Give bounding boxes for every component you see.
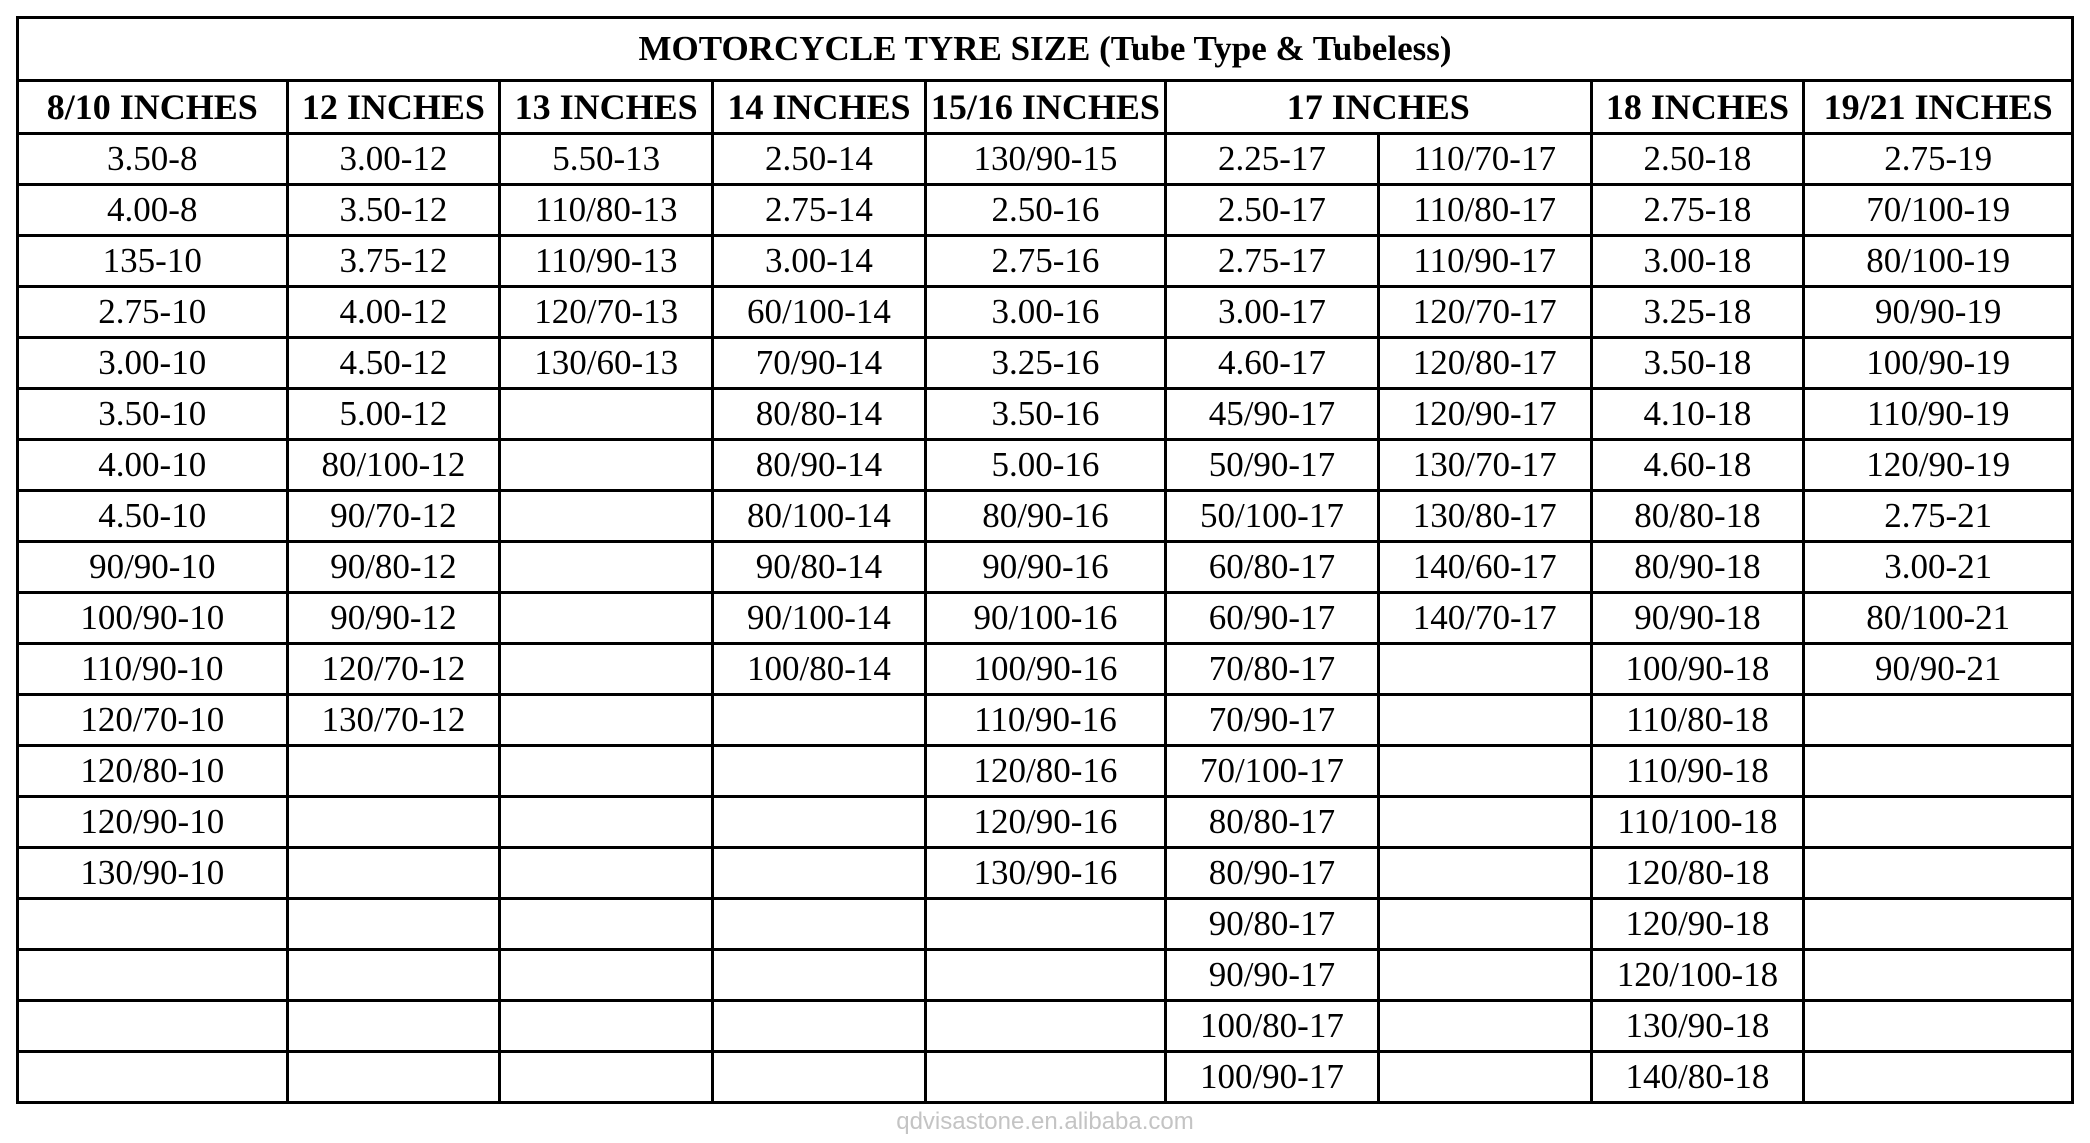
size-cell: 3.00-16 [925, 287, 1165, 338]
size-cell: 120/90-18 [1591, 899, 1804, 950]
size-cell: 120/80-17 [1378, 338, 1591, 389]
size-cell: 100/80-17 [1166, 1001, 1379, 1052]
size-cell: 120/90-17 [1378, 389, 1591, 440]
column-header: 14 INCHES [713, 81, 926, 134]
size-cell: 80/100-12 [287, 440, 500, 491]
table-row [18, 236, 2073, 287]
table-row [18, 338, 2073, 389]
size-cell [287, 1001, 500, 1052]
table-body [18, 134, 2073, 1103]
size-cell [925, 950, 1165, 1001]
table-row [18, 695, 2073, 746]
size-cell: 130/80-17 [1378, 491, 1591, 542]
size-cell: 80/90-14 [713, 440, 926, 491]
table-row [18, 185, 2073, 236]
table-row [18, 746, 2073, 797]
size-cell: 4.50-10 [18, 491, 288, 542]
size-cell [1378, 644, 1591, 695]
size-cell: 80/80-14 [713, 389, 926, 440]
size-cell: 80/90-17 [1166, 848, 1379, 899]
size-cell: 4.50-12 [287, 338, 500, 389]
size-cell [925, 899, 1165, 950]
size-cell: 4.00-10 [18, 440, 288, 491]
size-cell: 130/60-13 [500, 338, 713, 389]
size-cell: 70/100-17 [1166, 746, 1379, 797]
size-cell [713, 848, 926, 899]
header-row [18, 81, 2073, 134]
size-cell: 3.50-10 [18, 389, 288, 440]
size-cell: 5.00-12 [287, 389, 500, 440]
size-cell: 4.00-12 [287, 287, 500, 338]
column-header: 15/16 INCHES [925, 81, 1165, 134]
size-cell: 2.75-14 [713, 185, 926, 236]
size-cell [1378, 695, 1591, 746]
table-title: MOTORCYCLE TYRE SIZE (Tube Type & Tubeless) [18, 18, 2073, 81]
size-cell [18, 950, 288, 1001]
size-cell: 3.00-12 [287, 134, 500, 185]
size-cell: 110/90-10 [18, 644, 288, 695]
column-header: 19/21 INCHES [1804, 81, 2073, 134]
size-cell [500, 746, 713, 797]
size-cell: 120/90-16 [925, 797, 1165, 848]
size-cell: 70/80-17 [1166, 644, 1379, 695]
size-cell [500, 491, 713, 542]
size-cell [1804, 797, 2073, 848]
size-cell: 140/80-18 [1591, 1052, 1804, 1103]
size-cell: 80/80-18 [1591, 491, 1804, 542]
size-cell [18, 1052, 288, 1103]
size-cell: 3.25-18 [1591, 287, 1804, 338]
table-row [18, 542, 2073, 593]
size-cell [1378, 1052, 1591, 1103]
size-cell [1804, 1052, 2073, 1103]
table-row [18, 848, 2073, 899]
size-cell: 4.60-17 [1166, 338, 1379, 389]
size-cell: 90/100-16 [925, 593, 1165, 644]
size-cell [287, 950, 500, 1001]
size-cell: 100/90-19 [1804, 338, 2073, 389]
size-cell [713, 746, 926, 797]
size-cell: 140/70-17 [1378, 593, 1591, 644]
size-cell [287, 797, 500, 848]
size-cell: 2.75-21 [1804, 491, 2073, 542]
size-cell: 130/90-10 [18, 848, 288, 899]
size-cell: 60/100-14 [713, 287, 926, 338]
size-cell [1378, 746, 1591, 797]
size-cell: 2.50-17 [1166, 185, 1379, 236]
size-cell [925, 1001, 1165, 1052]
size-cell: 130/70-12 [287, 695, 500, 746]
size-cell [1378, 797, 1591, 848]
size-cell: 110/90-16 [925, 695, 1165, 746]
size-cell: 3.00-21 [1804, 542, 2073, 593]
size-cell [713, 797, 926, 848]
size-cell: 120/90-10 [18, 797, 288, 848]
size-cell [500, 899, 713, 950]
size-cell: 2.25-17 [1166, 134, 1379, 185]
size-cell [1378, 848, 1591, 899]
size-cell [925, 1052, 1165, 1103]
size-cell [287, 899, 500, 950]
size-cell: 3.00-14 [713, 236, 926, 287]
size-cell: 100/90-10 [18, 593, 288, 644]
size-cell: 90/80-12 [287, 542, 500, 593]
size-cell [1804, 1001, 2073, 1052]
size-cell [713, 695, 926, 746]
table-row [18, 797, 2073, 848]
table-row [18, 1052, 2073, 1103]
size-cell: 100/90-18 [1591, 644, 1804, 695]
size-cell: 5.00-16 [925, 440, 1165, 491]
size-cell: 90/90-10 [18, 542, 288, 593]
size-cell: 80/100-19 [1804, 236, 2073, 287]
size-cell: 120/100-18 [1591, 950, 1804, 1001]
size-cell: 130/90-18 [1591, 1001, 1804, 1052]
size-cell [500, 593, 713, 644]
size-cell: 80/80-17 [1166, 797, 1379, 848]
size-cell: 3.25-16 [925, 338, 1165, 389]
size-cell: 135-10 [18, 236, 288, 287]
size-cell [287, 1052, 500, 1103]
size-cell: 110/90-13 [500, 236, 713, 287]
column-header: 8/10 INCHES [18, 81, 288, 134]
size-cell: 50/90-17 [1166, 440, 1379, 491]
size-cell: 80/100-21 [1804, 593, 2073, 644]
size-cell [1378, 899, 1591, 950]
size-cell: 120/80-10 [18, 746, 288, 797]
size-cell: 2.50-18 [1591, 134, 1804, 185]
table-row [18, 1001, 2073, 1052]
size-cell: 90/80-14 [713, 542, 926, 593]
size-cell [1378, 1001, 1591, 1052]
watermark-text: qdvisastone.en.alibaba.com [896, 1108, 1194, 1135]
size-cell [1804, 899, 2073, 950]
size-cell: 110/90-19 [1804, 389, 2073, 440]
size-cell [1804, 746, 2073, 797]
size-cell: 2.50-14 [713, 134, 926, 185]
size-cell: 100/90-17 [1166, 1052, 1379, 1103]
size-cell: 120/70-12 [287, 644, 500, 695]
tyre-size-table [16, 16, 2074, 1104]
size-cell [287, 848, 500, 899]
size-cell: 120/70-17 [1378, 287, 1591, 338]
size-cell: 120/90-19 [1804, 440, 2073, 491]
size-cell: 2.75-19 [1804, 134, 2073, 185]
size-cell: 90/90-21 [1804, 644, 2073, 695]
size-cell: 70/90-14 [713, 338, 926, 389]
size-cell [713, 1052, 926, 1103]
size-cell [500, 1052, 713, 1103]
size-cell: 3.00-18 [1591, 236, 1804, 287]
size-cell: 130/70-17 [1378, 440, 1591, 491]
size-cell: 100/80-14 [713, 644, 926, 695]
size-cell [500, 1001, 713, 1052]
size-cell [500, 440, 713, 491]
size-cell: 3.00-17 [1166, 287, 1379, 338]
size-cell: 2.75-17 [1166, 236, 1379, 287]
size-cell [713, 950, 926, 1001]
size-cell: 120/80-16 [925, 746, 1165, 797]
size-cell: 90/90-12 [287, 593, 500, 644]
size-cell: 45/90-17 [1166, 389, 1379, 440]
size-cell: 120/80-18 [1591, 848, 1804, 899]
table-row [18, 491, 2073, 542]
size-cell [500, 695, 713, 746]
size-cell: 70/90-17 [1166, 695, 1379, 746]
size-cell: 100/90-16 [925, 644, 1165, 695]
size-cell [713, 1001, 926, 1052]
size-cell: 110/90-18 [1591, 746, 1804, 797]
size-cell: 80/90-16 [925, 491, 1165, 542]
column-header: 12 INCHES [287, 81, 500, 134]
table-row [18, 899, 2073, 950]
size-cell [713, 899, 926, 950]
size-cell [1378, 950, 1591, 1001]
size-cell: 90/70-12 [287, 491, 500, 542]
size-cell: 90/90-18 [1591, 593, 1804, 644]
size-cell [500, 644, 713, 695]
size-cell: 90/80-17 [1166, 899, 1379, 950]
size-cell: 90/90-16 [925, 542, 1165, 593]
size-cell [287, 746, 500, 797]
size-cell [500, 848, 713, 899]
size-cell [1804, 848, 2073, 899]
size-cell: 2.75-18 [1591, 185, 1804, 236]
size-cell: 110/70-17 [1378, 134, 1591, 185]
size-cell: 110/80-13 [500, 185, 713, 236]
table-row [18, 950, 2073, 1001]
size-cell: 110/100-18 [1591, 797, 1804, 848]
size-cell: 140/60-17 [1378, 542, 1591, 593]
size-cell: 80/100-14 [713, 491, 926, 542]
size-cell [500, 950, 713, 1001]
size-cell [500, 542, 713, 593]
size-cell [500, 797, 713, 848]
size-cell: 60/80-17 [1166, 542, 1379, 593]
title-row [18, 18, 2073, 81]
size-cell: 5.50-13 [500, 134, 713, 185]
size-cell [1804, 695, 2073, 746]
size-cell: 90/100-14 [713, 593, 926, 644]
size-cell: 60/90-17 [1166, 593, 1379, 644]
table-row [18, 287, 2073, 338]
size-cell: 4.00-8 [18, 185, 288, 236]
table-row [18, 440, 2073, 491]
size-cell: 110/80-17 [1378, 185, 1591, 236]
size-cell: 80/90-18 [1591, 542, 1804, 593]
column-header: 13 INCHES [500, 81, 713, 134]
column-header: 18 INCHES [1591, 81, 1804, 134]
size-cell [18, 1001, 288, 1052]
size-cell: 110/90-17 [1378, 236, 1591, 287]
size-cell: 130/90-15 [925, 134, 1165, 185]
size-cell: 70/100-19 [1804, 185, 2073, 236]
size-cell: 3.00-10 [18, 338, 288, 389]
size-cell: 2.75-16 [925, 236, 1165, 287]
size-cell: 50/100-17 [1166, 491, 1379, 542]
table-row [18, 644, 2073, 695]
size-cell [18, 899, 288, 950]
size-cell: 3.75-12 [287, 236, 500, 287]
column-header: 17 INCHES [1166, 81, 1592, 134]
size-cell: 4.10-18 [1591, 389, 1804, 440]
size-cell [1804, 950, 2073, 1001]
size-cell: 4.60-18 [1591, 440, 1804, 491]
size-cell: 90/90-19 [1804, 287, 2073, 338]
size-cell: 110/80-18 [1591, 695, 1804, 746]
size-cell [500, 389, 713, 440]
size-cell: 90/90-17 [1166, 950, 1379, 1001]
size-cell: 3.50-12 [287, 185, 500, 236]
table-row [18, 389, 2073, 440]
size-cell: 120/70-13 [500, 287, 713, 338]
table-row [18, 593, 2073, 644]
size-cell: 2.75-10 [18, 287, 288, 338]
table-row [18, 134, 2073, 185]
size-cell: 130/90-16 [925, 848, 1165, 899]
size-cell: 120/70-10 [18, 695, 288, 746]
size-cell: 3.50-8 [18, 134, 288, 185]
size-cell: 3.50-16 [925, 389, 1165, 440]
size-cell: 2.50-16 [925, 185, 1165, 236]
size-cell: 3.50-18 [1591, 338, 1804, 389]
